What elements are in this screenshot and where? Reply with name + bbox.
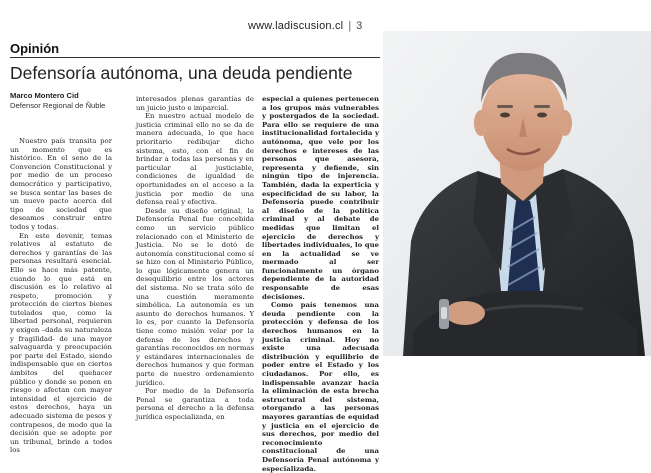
paragraph: Desde su diseño original, la Defensoría Penal fue concebida como un servicio público relacionado con el Ministerio de Justicia. No se le dotó de autonomía constitucional como sí se hizo con el Ministerio Público, lo que lógicamente genera un desequilibrio entre los actores del sistema. No se trata sólo de una cuestión meramente simbólica. La autonomía es un asunto de derechos humanos. Y lo es, por cuanto la Defensoría tiene como misión velar por la defensa de los derechos y garantías reconocidos en normas y estándares internacionales de derechos humanos y que forman parte de nuestro ordenamiento jurídico. (136, 206, 254, 387)
article-column-1 (10, 137, 112, 455)
right-eye (537, 113, 547, 118)
author-byline (10, 91, 105, 111)
paragraph: Por medio de la Defensoría Penal se garantiza a toda persona el derecho a la defensa jurídica especializada, en (136, 387, 254, 421)
masthead-separator: | (348, 20, 352, 32)
site-url[interactable]: www.ladiscusion.cl (248, 20, 344, 32)
paragraph: Como país tenemos una deuda pendiente con la protección y defensa de los derechos humanos en la justicia criminal. Hoy no existe una adecuada distribución y equilibrio de poder entre el Estado y los ciudadanos. Por ello, es indispensable avanzar hacia la eliminación de esta brecha estructural del sistema, otorgando a las personas mayores garantías de equidad y justicia en el ejercicio de sus derechos, por medio del reconocimiento constitucional de una Defensoría Penal autónoma y especializada. (262, 301, 379, 473)
article-column-3 (262, 95, 379, 473)
author-role: Defensor Regional de Ñuble (10, 101, 106, 110)
section-rule (10, 57, 380, 58)
paragraph: En este devenir, temas relativos al estatuto de derechos y garantías de las personas resultará esencial. Ello se hace más patente, cuando lo que está en discusión es lo relativo al respeto, promoción y protección de ciertos bienes tutelados que, como la libertad personal, requieren y exigen –dada su naturaleza y fragilidad- de una mayor salvaguarda y preocupación por parte del Estado, siendo indispensable que en ciertos ámbitos del quehacer público y donde se ponen en riesgo o afectan con mayor intensidad el ejercicio de estos derechos, haya un adecuado sistema de pesos y contrapesos, de modo que la decisión que se adopte por un tribunal, brinde a todos los (10, 231, 112, 455)
left-brow (497, 105, 513, 108)
article-column-2 (136, 95, 254, 422)
article-headline: Defensoría autónoma, una deuda pendiente (10, 63, 353, 83)
paragraph: especial a quienes pertenecen a los grupos más vulnerables y postergados de la sociedad. Para ello se requiere de una institucionalidad fortalecida y autónoma, que vele por los derechos e intereses de las personas que asesora, representa y defiende, sin ningún tipo de injerencia. También, dada la experticia y especificidad de su labor, la Defensoría puede contribuir al diseño de la política criminal y al debate de medidas que limitan el ejercicio de derechos y libertades individuales, lo que en la actualidad se ve mermado al ser funcionalmente un órgano dependiente de la autoridad responsable de esas decisiones. (262, 95, 379, 301)
author-photo (383, 31, 651, 356)
portrait-illustration (383, 31, 651, 356)
masthead (248, 20, 388, 36)
paragraph: Nuestro país transita por un momento que es histórico. En el seno de la Convención Constitucional y por medio de un proceso democrático y participativo, se busca sentar las bases de un nuevo pacto acerca del tipo de sociedad que deseamos construir entre todos y todas. (10, 137, 112, 231)
right-brow (534, 105, 550, 108)
paragraph: En nuestro actual modelo de justicia criminal ello no se da de manera adecuada, lo que hace prioritario redibujar dicho sistema, esto, con el fin de brindar a todas las personas y en particular al justiciable, condiciones de igualdad de oportunidades en el acceso a la justicia por medio de una defensa real y efectiva. (136, 112, 254, 207)
paragraph: interesados plenas garantías de un juicio justo e imparcial. (136, 95, 254, 112)
hand (445, 301, 485, 325)
right-ear (558, 110, 572, 136)
page-number: 3 (356, 20, 363, 32)
author-name: Marco Montero Cid (10, 91, 79, 100)
section-label: Opinión (10, 41, 60, 56)
left-ear (474, 110, 488, 136)
left-eye (500, 113, 510, 118)
